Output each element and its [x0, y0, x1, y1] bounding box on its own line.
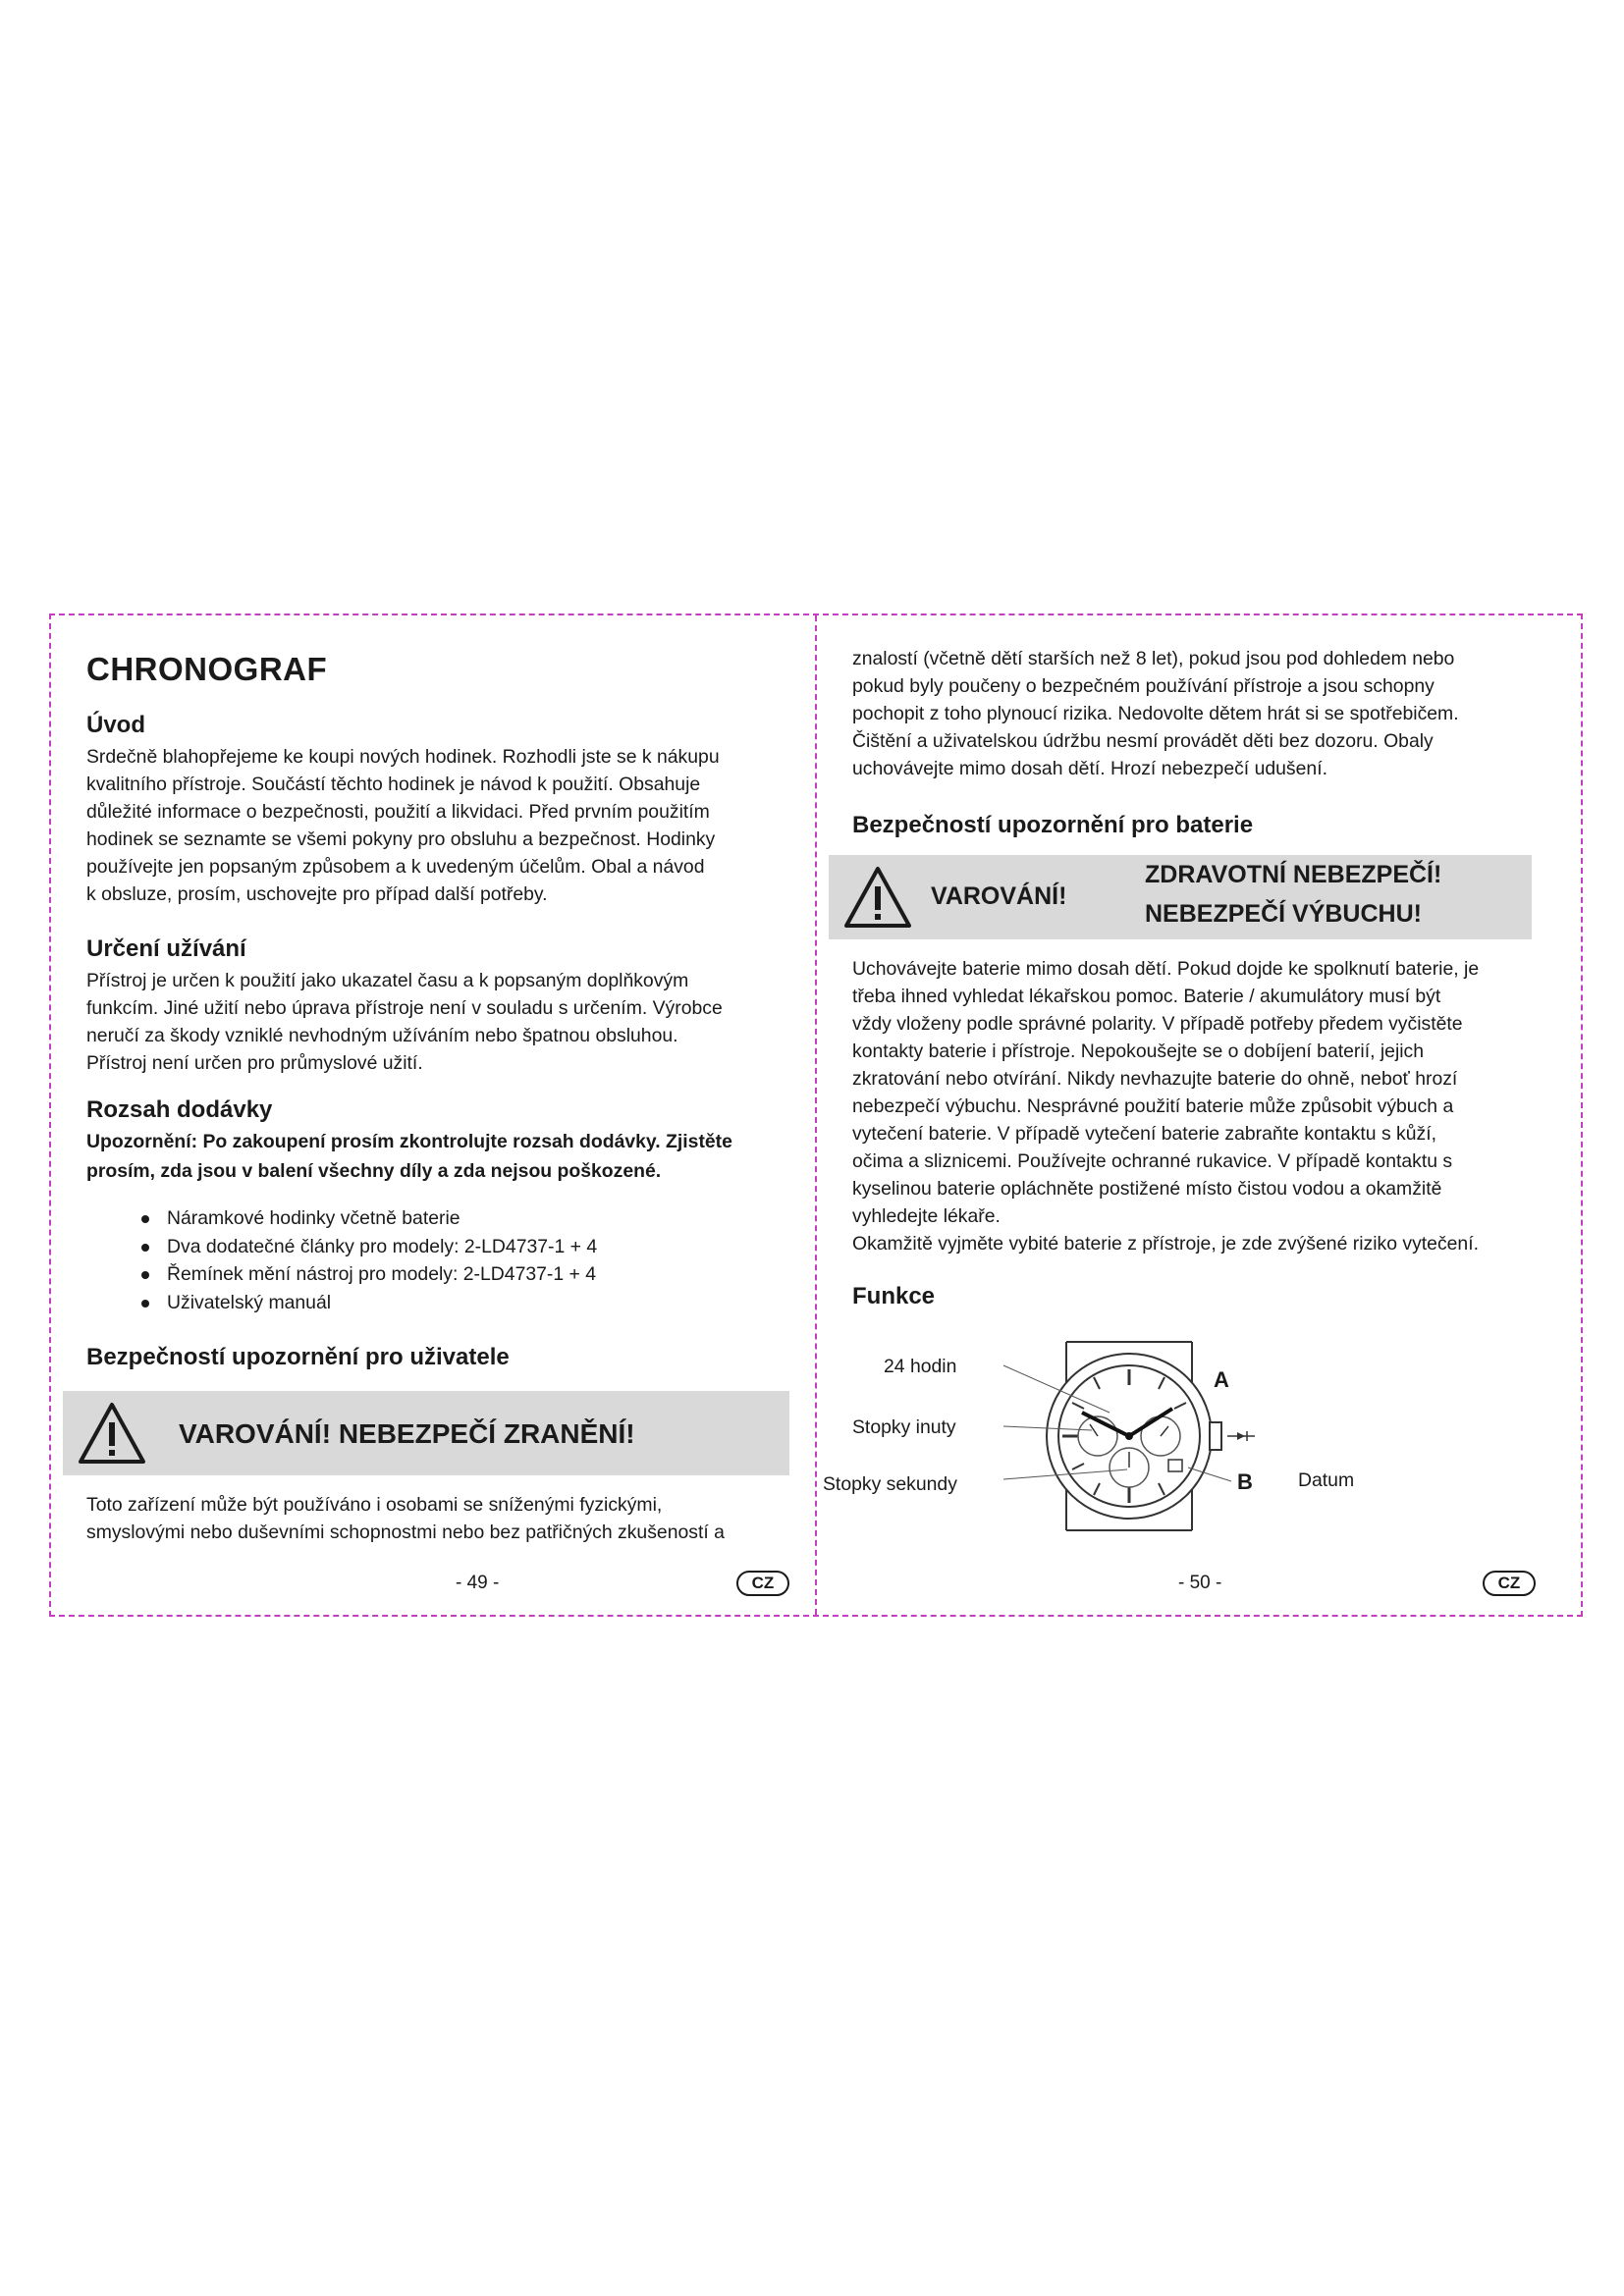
list-item: Náramkové hodinky včetně baterie	[141, 1204, 597, 1233]
delivery-list	[141, 1204, 597, 1316]
continuation-line: Čištění a uživatelskou údržbu nesmí provádět děti bez dozoru. Obaly	[852, 730, 1434, 752]
continuation-line: znalostí (včetně dětí starších než 8 let), pokud jsou pod dohledem nebo	[852, 648, 1455, 669]
injury-warning-box	[63, 1391, 789, 1475]
label-date: Datum	[1298, 1469, 1355, 1491]
intro-line: používejte jen popsaným způsobem a k uvedeným účelům. Obal a návod	[86, 856, 705, 878]
battery-safety-line: Okamžitě vyjměte vybité baterie z přístroje, je zde zvýšené riziko vytečení.	[852, 1233, 1479, 1255]
user-safety-line: smyslovými nebo duševními schopnostmi nebo bez patřičných zkušeností a	[86, 1522, 725, 1543]
language-badge: CZ	[736, 1571, 789, 1596]
page-49	[63, 615, 801, 1615]
battery-safety-line: třeba ihned vyhledat lékařskou pomoc. Baterie / akumulátory musí být	[852, 986, 1441, 1007]
battery-safety-line: vytečení baterie. V případě vytečení baterie zabraňte kontaktu s kůží,	[852, 1123, 1436, 1145]
battery-safety-line: vždy vloženy podle správné polarity. V případě potřeby předem vyčistěte	[852, 1013, 1463, 1035]
watch-illustration	[882, 1334, 1549, 1538]
label-24-hours: 24 hodin	[884, 1356, 957, 1377]
continuation-line: pokud byly poučeny o bezpečném používání přístroje a jsou schopny	[852, 675, 1435, 697]
delivery-notice-line: prosím, zda jsou v balení všechny díly a zda nejsou poškozené.	[86, 1160, 662, 1182]
intro-line: hodinek se seznamte se všemi pokyny pro obsluhu a bezpečnost. Hodinky	[86, 828, 716, 850]
heading-intended-use: Určení užívání	[86, 935, 246, 962]
explosion-hazard-text: NEBEZPEČÍ VÝBUCHU!	[1145, 900, 1422, 928]
heading-delivery: Rozsah dodávky	[86, 1096, 273, 1123]
intended-use-line: Přístroj není určen pro průmyslové užití.	[86, 1052, 423, 1074]
manual-spread	[49, 614, 1583, 1617]
intended-use-line: neručí za škody vzniklé nevhodným užíváním nebo špatnou obsluhou.	[86, 1025, 678, 1046]
list-item: Uživatelský manuál	[141, 1289, 597, 1317]
intended-use-line: funkcím. Jiné užití nebo úprava přístroje není v souladu s určením. Výrobce	[86, 997, 723, 1019]
heading-functions: Funkce	[852, 1283, 936, 1309]
list-item: Dva dodatečné články pro modely: 2-LD4737-1 + 4	[141, 1233, 597, 1261]
heading-user-safety: Bezpečností upozornění pro uživatele	[86, 1344, 510, 1370]
intro-line: kvalitního přístroje. Součástí těchto hodinek je návod k použití. Obsahuje	[86, 774, 701, 795]
user-safety-line: Toto zařízení může být používáno i osobami se sníženými fyzickými,	[86, 1494, 663, 1516]
battery-safety-line: očima a sliznicemi. Používejte ochranné rukavice. V případě kontaktu s	[852, 1150, 1453, 1172]
document-title: CHRONOGRAF	[86, 651, 328, 687]
battery-safety-line: nebezpečí výbuchu. Nesprávné použití baterie může způsobit výbuch a	[852, 1095, 1454, 1117]
battery-safety-line: Uchovávejte baterie mimo dosah dětí. Pokud dojde ke spolknutí baterie, je	[852, 958, 1480, 980]
heading-battery-safety: Bezpečností upozornění pro baterie	[852, 812, 1254, 838]
watch-diagram	[823, 1334, 1549, 1538]
page-number: - 50 -	[1178, 1573, 1222, 1593]
warning-triangle-icon	[77, 1401, 147, 1466]
health-hazard-text: ZDRAVOTNÍ NEBEZPEČÍ!	[1145, 861, 1442, 888]
list-item: Řemínek mění nástroj pro modely: 2-LD4737-1 + 4	[141, 1260, 597, 1289]
page-divider	[815, 615, 817, 1615]
intro-line: důležité informace o bezpečnosti, použití a likvidaci. Před prvním použitím	[86, 801, 710, 823]
label-button-a: A	[1214, 1367, 1229, 1392]
battery-warning-box	[829, 855, 1532, 939]
label-stopwatch-minutes: Stopky inuty	[852, 1416, 956, 1438]
battery-safety-line: zkratování nebo otvírání. Nikdy nevhazujte baterie do ohně, neboť hrozí	[852, 1068, 1458, 1090]
label-stopwatch-seconds: Stopky sekundy	[823, 1473, 957, 1495]
battery-safety-line: kyselinou baterie opláchněte postižené místo čistou vodou a okamžitě	[852, 1178, 1442, 1200]
intro-line: Srdečně blahopřejeme ke koupi nových hodinek. Rozhodli jste se k nákupu	[86, 746, 720, 768]
intended-use-line: Přístroj je určen k použití jako ukazatel času a k popsaným doplňkovým	[86, 970, 689, 991]
warning-triangle-icon	[842, 865, 913, 930]
intro-line: k obsluze, prosím, uschovejte pro případ další potřeby.	[86, 883, 548, 905]
page-50	[823, 615, 1567, 1615]
battery-safety-line: kontakty baterie i přístroje. Nepokoušejte se o dobíjení baterií, jejich	[852, 1041, 1425, 1062]
injury-warning-text: VAROVÁNÍ! NEBEZPEČÍ ZRANĚNÍ!	[179, 1418, 635, 1449]
page-number: - 49 -	[456, 1573, 500, 1593]
continuation-line: uchovávejte mimo dosah dětí. Hrozí nebezpečí udušení.	[852, 758, 1327, 779]
battery-warning-label: VAROVÁNÍ!	[931, 882, 1067, 910]
continuation-line: pochopit z toho plynoucí rizika. Nedovolte dětem hrát si se spotřebičem.	[852, 703, 1459, 724]
language-badge: CZ	[1483, 1571, 1536, 1596]
delivery-notice-line: Upozornění: Po zakoupení prosím zkontrolujte rozsah dodávky. Zjistěte	[86, 1131, 732, 1152]
battery-safety-line: vyhledejte lékaře.	[852, 1205, 1001, 1227]
heading-intro: Úvod	[86, 712, 145, 738]
label-button-b: B	[1237, 1469, 1253, 1494]
